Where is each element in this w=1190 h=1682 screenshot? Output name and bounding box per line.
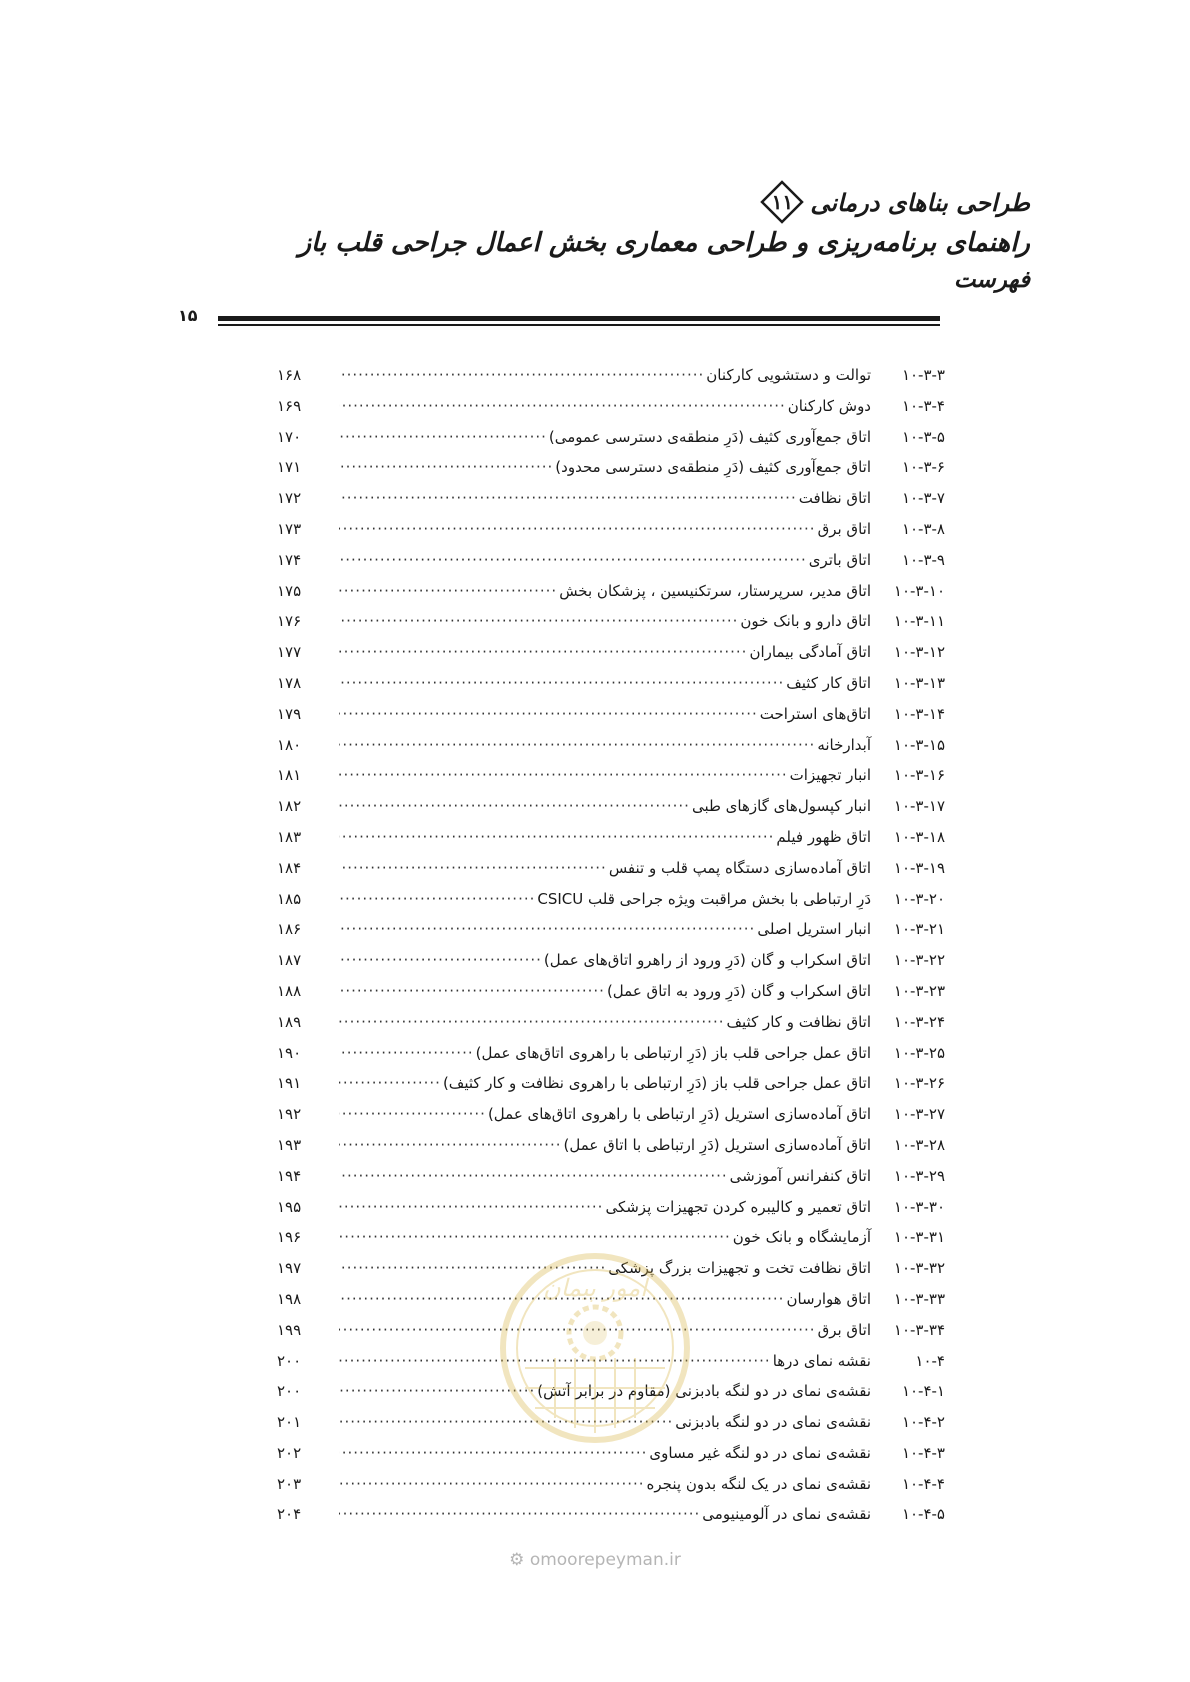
toc-entry-number: ۱۰-۴-۳ bbox=[901, 1443, 945, 1462]
toc-entry-title: نقشه‌ی نمای در دو لنگه بادبزنی (مقاوم در برابر آتش) bbox=[537, 1382, 871, 1401]
toc-entry-page: ۱۹۹ bbox=[277, 1320, 302, 1339]
dot-leader bbox=[339, 1044, 474, 1062]
toc-entry-page: ۱۸۶ bbox=[277, 920, 302, 939]
toc-entry-title: اتاق دارو و بانک خون bbox=[740, 612, 871, 631]
toc-entry-title: انبار تجهیزات bbox=[789, 766, 871, 785]
toc-entry[interactable] bbox=[273, 859, 945, 890]
toc-entry-page: ۱۹۱ bbox=[277, 1074, 302, 1093]
toc-entry[interactable] bbox=[273, 1136, 945, 1167]
toc-entry[interactable] bbox=[273, 1105, 945, 1136]
toc-entry-page: ۱۸۸ bbox=[277, 981, 302, 1000]
toc-entry-number: ۱۰-۳-۲۱ bbox=[893, 920, 945, 939]
toc-entry-number: ۱۰-۳-۲۳ bbox=[893, 981, 945, 1000]
toc-entry-title: نقشه‌ی نمای در دو لنگه بادبزنی bbox=[675, 1413, 871, 1432]
toc-entry-title: نقشه‌ی نمای در یک لنگه بدون پنجره bbox=[646, 1474, 871, 1493]
toc-entry-number: ۱۰-۳-۱۰ bbox=[893, 581, 945, 600]
toc-entry-number: ۱۰-۳-۱۶ bbox=[893, 766, 945, 785]
toc-entry-number: ۱۰-۳-۱۷ bbox=[893, 797, 945, 816]
series-line bbox=[180, 178, 1030, 226]
toc-entry-page: ۱۹۶ bbox=[277, 1228, 302, 1247]
toc-entry-number: ۱۰-۳-۱۹ bbox=[893, 858, 945, 877]
toc-entry-title: اتاق عمل جراحی قلب باز (دَرِ ارتباطی با راهروی اتاق‌های عمل) bbox=[475, 1043, 871, 1062]
toc-entry-title: نقشه نمای درها bbox=[772, 1351, 871, 1370]
page-header bbox=[180, 178, 1030, 293]
page-number: ۱۵ bbox=[178, 306, 198, 325]
toc-entry-page: ۱۶۸ bbox=[277, 366, 302, 384]
toc-entry-title: دَرِ ارتباطی با بخش مراقبت ویژه جراحی قلب CSICU bbox=[537, 889, 871, 908]
toc-entry-page: ۲۰۰ bbox=[277, 1351, 302, 1370]
toc-entry[interactable] bbox=[273, 489, 945, 520]
toc-entry-title: انبار استریل اصلی bbox=[757, 920, 871, 939]
dot-leader bbox=[339, 766, 788, 784]
dot-leader bbox=[339, 1167, 728, 1185]
toc-entry[interactable] bbox=[273, 551, 945, 582]
dot-leader bbox=[339, 1228, 731, 1246]
toc-entry-page: ۱۹۰ bbox=[277, 1043, 302, 1062]
toc-entry-number: ۱۰-۳-۹ bbox=[901, 550, 945, 569]
toc-entry[interactable] bbox=[273, 1074, 945, 1105]
toc-entry-page: ۱۹۴ bbox=[277, 1166, 302, 1185]
toc-entry-number: ۱۰-۳-۳۰ bbox=[893, 1197, 945, 1216]
toc-entry-number: ۱۰-۴-۴ bbox=[901, 1474, 945, 1493]
toc-entry[interactable] bbox=[273, 828, 945, 859]
dot-leader bbox=[339, 951, 542, 969]
dot-leader bbox=[339, 797, 690, 815]
dot-leader bbox=[339, 828, 774, 846]
toc-entry-number: ۱۰-۳-۳ bbox=[901, 366, 945, 384]
toc-entry-page: ۱۷۳ bbox=[277, 519, 302, 538]
toc-entry-number: ۱۰-۳-۳۴ bbox=[893, 1320, 945, 1339]
volume-number: ۱۱ bbox=[771, 190, 794, 214]
toc-entry-number: ۱۰-۳-۱۸ bbox=[893, 827, 945, 846]
toc-entry-number: ۱۰-۳-۱۵ bbox=[893, 735, 945, 754]
toc-entry-number: ۱۰-۴-۱ bbox=[901, 1382, 945, 1401]
toc-entry-page: ۱۸۳ bbox=[277, 827, 302, 846]
toc-entry-title: نقشه‌ی نمای در دو لنگه غیر مساوی bbox=[649, 1443, 871, 1462]
dot-leader bbox=[339, 859, 607, 877]
toc-entry-page: ۲۰۱ bbox=[277, 1413, 302, 1432]
toc-entry[interactable] bbox=[273, 797, 945, 828]
toc-entry-title: اتاق آماده‌سازی استریل (دَرِ ارتباطی با اتاق عمل) bbox=[563, 1135, 871, 1154]
toc-entry-page: ۱۸۱ bbox=[277, 766, 302, 785]
toc-entry[interactable] bbox=[273, 951, 945, 982]
toc-entry-page: ۱۹۷ bbox=[277, 1259, 302, 1278]
header-rule bbox=[218, 316, 940, 321]
publisher-logo-watermark bbox=[495, 1248, 695, 1448]
toc-entry-title: اتاق آمادگی بیماران bbox=[749, 643, 871, 662]
toc-entry[interactable] bbox=[273, 766, 945, 797]
toc-entry-title: آبدارخانه bbox=[817, 735, 871, 754]
toc-entry[interactable] bbox=[273, 705, 945, 736]
dot-leader bbox=[339, 1475, 645, 1493]
toc-entry-number: ۱۰-۳-۶ bbox=[901, 458, 945, 477]
toc-entry-page: ۱۷۵ bbox=[277, 581, 302, 600]
toc-entry-number: ۱۰-۳-۱۱ bbox=[893, 612, 945, 631]
toc-entry-title: اتاق کنفرانس آموزشی bbox=[729, 1166, 871, 1185]
toc-entry-number: ۱۰-۳-۵ bbox=[901, 427, 945, 446]
toc-entry[interactable] bbox=[273, 1044, 945, 1075]
toc-entry[interactable] bbox=[273, 582, 945, 613]
toc-entry-page: ۱۸۷ bbox=[277, 951, 302, 970]
toc-entry[interactable] bbox=[273, 1013, 945, 1044]
toc-entry[interactable] bbox=[273, 458, 945, 489]
dot-leader bbox=[339, 458, 553, 476]
toc-entry[interactable] bbox=[273, 982, 945, 1013]
toc-entry-title: توالت و دستشویی کارکنان bbox=[706, 366, 871, 384]
toc-entry-page: ۱۹۲ bbox=[277, 1105, 302, 1124]
toc-entry-number: ۱۰-۴-۲ bbox=[901, 1413, 945, 1432]
toc-entry[interactable] bbox=[273, 643, 945, 674]
toc-entry-page: ۱۷۲ bbox=[277, 489, 302, 508]
dot-leader bbox=[339, 582, 557, 600]
toc-entry-title: اتاق جمع‌آوری کثیف (دَرِ منطقه‌ی دسترسی عمومی) bbox=[548, 427, 871, 446]
toc-entry-title: اتاق باتری bbox=[808, 550, 871, 569]
book-title: راهنمای برنامه‌ریزی و طراحی معماری بخش اعمال جراحی قلب باز bbox=[298, 228, 1030, 258]
toc-entry-page: ۱۷۶ bbox=[277, 612, 302, 631]
toc-entry-number: ۱۰-۳-۲۲ bbox=[893, 951, 945, 970]
logo-text: امور پیمان bbox=[543, 1274, 647, 1302]
dot-leader bbox=[339, 982, 605, 1000]
toc-entry-number: ۱۰-۳-۳۲ bbox=[893, 1259, 945, 1278]
toc-entry-page: ۱۸۲ bbox=[277, 797, 302, 816]
toc-entry-title: اتاق اسکراب و گان (دَرِ ورود به اتاق عمل) bbox=[606, 981, 871, 1000]
toc-entry-page: ۱۸۴ bbox=[277, 858, 302, 877]
toc-entry-page: ۱۹۳ bbox=[277, 1135, 302, 1154]
toc-entry-title: اتاق آماده‌سازی استریل (دَرِ ارتباطی با راهروی اتاق‌های عمل) bbox=[487, 1105, 871, 1124]
dot-leader bbox=[339, 705, 758, 723]
toc-entry-title: اتاق آماده‌سازی دستگاه پمپ قلب و تنفس bbox=[608, 858, 871, 877]
toc-entry-number: ۱۰-۳-۱۳ bbox=[893, 673, 945, 692]
series-title: طراحی بناهای درمانی bbox=[810, 187, 1030, 217]
toc-entry-page: ۱۸۵ bbox=[277, 889, 302, 908]
toc-entry-page: ۱۷۰ bbox=[277, 427, 302, 446]
dot-leader bbox=[339, 612, 738, 630]
toc-entry-number: ۱۰-۳-۸ bbox=[901, 519, 945, 538]
toc-entry-title: اتاق نظافت bbox=[798, 489, 871, 508]
toc-entry[interactable] bbox=[273, 520, 945, 551]
footer-url bbox=[0, 1550, 1190, 1570]
toc-entry-number: ۱۰-۳-۱۴ bbox=[893, 704, 945, 723]
header-rule-thin bbox=[218, 324, 940, 326]
toc-entry[interactable] bbox=[273, 920, 945, 951]
dot-leader bbox=[339, 1136, 562, 1154]
site-url: omoorepeyman.ir bbox=[529, 1550, 681, 1570]
dot-leader bbox=[339, 551, 807, 569]
toc-entry[interactable] bbox=[273, 612, 945, 643]
toc-entry-title: اتاق مدیر، سرپرستار، سرتکنیسین ، پزشکان بخش bbox=[559, 581, 871, 600]
toc-entry-title: اتاق عمل جراحی قلب باز (دَرِ ارتباطی با راهروی نظافت و کار کثیف) bbox=[442, 1074, 871, 1093]
toc-entry-number: ۱۰-۳-۲۴ bbox=[893, 1012, 945, 1031]
toc-entry[interactable] bbox=[273, 1505, 945, 1536]
dot-leader bbox=[339, 1105, 486, 1123]
toc-entry[interactable] bbox=[273, 1167, 945, 1198]
toc-entry-number: ۱۰-۳-۲۷ bbox=[893, 1105, 945, 1124]
toc-entry-page: ۲۰۲ bbox=[277, 1443, 302, 1462]
toc-entry-title: اتاق‌های استراحت bbox=[759, 704, 871, 723]
dot-leader bbox=[339, 674, 784, 692]
toc-entry-title: اتاق برق bbox=[817, 1320, 871, 1339]
dot-leader bbox=[339, 920, 755, 938]
dot-leader bbox=[339, 643, 747, 661]
dot-leader bbox=[339, 1074, 441, 1092]
toc-entry-page: ۱۷۴ bbox=[277, 550, 302, 569]
toc-entry-title: اتاق نظافت تخت و تجهیزات بزرگ پزشکی bbox=[608, 1259, 871, 1278]
toc-entry-title: نقشه‌ی نمای در آلومینیومی bbox=[702, 1505, 871, 1524]
toc-entry-page: ۱۸۰ bbox=[277, 735, 302, 754]
toc-entry-number: ۱۰-۴-۵ bbox=[901, 1505, 945, 1524]
toc-entry-title: اتاق تعمیر و کالیبره کردن تجهیزات پزشکی bbox=[605, 1197, 871, 1216]
toc-entry-title: اتاق اسکراب و گان (دَرِ ورود از راهرو اتاق‌های عمل) bbox=[543, 951, 871, 970]
toc-entry-number: ۱۰-۳-۳۱ bbox=[893, 1228, 945, 1247]
dot-leader bbox=[339, 397, 786, 415]
toc-entry-title: اتاق هوارسان bbox=[786, 1289, 871, 1308]
toc-entry-number: ۱۰-۳-۷ bbox=[901, 489, 945, 508]
toc-entry-title: اتاق نظافت و کار کثیف bbox=[726, 1012, 871, 1031]
toc-entry-page: ۲۰۳ bbox=[277, 1474, 302, 1493]
dot-leader bbox=[339, 1505, 700, 1523]
toc-entry-page: ۱۶۹ bbox=[277, 396, 302, 415]
dot-leader bbox=[339, 489, 797, 507]
toc-entry[interactable] bbox=[273, 428, 945, 459]
toc-entry-page: ۲۰۰ bbox=[277, 1382, 302, 1401]
toc-entry-number: ۱۰-۳-۲۰ bbox=[893, 889, 945, 908]
toc-entry[interactable] bbox=[273, 1198, 945, 1229]
toc-entry-title: اتاق جمع‌آوری کثیف (دَرِ منطقه‌ی دسترسی محدود) bbox=[555, 458, 871, 477]
toc-entry-title: آزمایشگاه و بانک خون bbox=[732, 1228, 871, 1247]
toc-entry-title: اتاق کار کثیف bbox=[786, 673, 871, 692]
toc-entry-page: ۱۷۷ bbox=[277, 643, 302, 662]
dot-leader bbox=[339, 1198, 603, 1216]
globe-icon: ⚙ bbox=[509, 1550, 525, 1570]
toc-entry-number: ۱۰-۳-۲۸ bbox=[893, 1135, 945, 1154]
dot-leader bbox=[339, 890, 535, 908]
toc-entry-number: ۱۰-۳-۲۶ bbox=[893, 1074, 945, 1093]
toc-entry[interactable] bbox=[273, 397, 945, 428]
toc-entry[interactable] bbox=[273, 366, 945, 397]
toc-entry-page: ۲۰۴ bbox=[277, 1505, 302, 1524]
toc-entry-number: ۱۰-۳-۴ bbox=[901, 396, 945, 415]
section-title: فهرست bbox=[953, 266, 1030, 293]
toc-entry-number: ۱۰-۳-۲۵ bbox=[893, 1043, 945, 1062]
toc-entry[interactable] bbox=[273, 890, 945, 921]
toc-entry-page: ۱۷۹ bbox=[277, 704, 302, 723]
toc-entry-number: ۱۰-۳-۱۲ bbox=[893, 643, 945, 662]
dot-leader bbox=[339, 736, 815, 754]
toc-entry[interactable] bbox=[273, 1475, 945, 1506]
toc-entry-page: ۱۷۱ bbox=[277, 458, 302, 477]
toc-entry[interactable] bbox=[273, 674, 945, 705]
toc-entry-title: انبار کپسول‌های گازهای طبی bbox=[691, 797, 871, 816]
toc-entry-page: ۱۸۹ bbox=[277, 1012, 302, 1031]
toc-entry-page: ۱۹۸ bbox=[277, 1289, 302, 1308]
toc-entry[interactable] bbox=[273, 736, 945, 767]
toc-entry-page: ۱۷۸ bbox=[277, 673, 302, 692]
toc-entry-page: ۱۹۵ bbox=[277, 1197, 302, 1216]
dot-leader bbox=[339, 520, 816, 538]
dot-leader bbox=[339, 366, 704, 384]
toc-entry-title: اتاق برق bbox=[817, 519, 871, 538]
dot-leader bbox=[339, 428, 547, 446]
dot-leader bbox=[339, 1013, 725, 1031]
toc-entry-title: اتاق ظهور فیلم bbox=[776, 827, 871, 846]
toc-entry-title: دوش کارکنان bbox=[787, 396, 871, 415]
toc-entry-number: ۱۰-۳-۲۹ bbox=[893, 1166, 945, 1185]
toc-entry-number: ۱۰-۴ bbox=[915, 1351, 945, 1370]
volume-badge bbox=[760, 180, 804, 224]
toc-entry[interactable] bbox=[273, 1444, 945, 1475]
toc-entry-number: ۱۰-۳-۳۳ bbox=[893, 1289, 945, 1308]
